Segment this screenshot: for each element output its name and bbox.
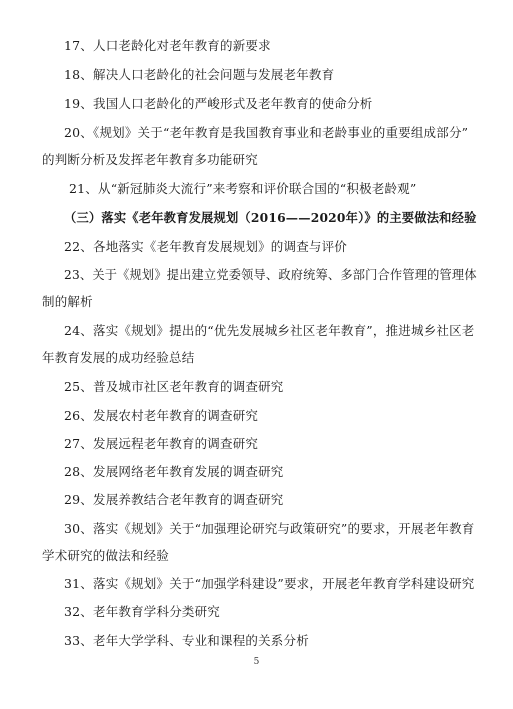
page-number: 5 (253, 657, 260, 667)
list-item-30-continued: 学术研究的做法和经验 (42, 548, 170, 563)
section-heading-three: （三）落实《老年教育发展规划（2016——2020年）》的主要做法和经验 (64, 210, 477, 225)
list-item-22: 22、各地落实《老年教育发展规划》的调查与评价 (64, 239, 348, 254)
list-item-18: 18、解决人口老龄化的社会问题与发展老年教育 (64, 67, 335, 82)
list-item-28: 28、发展网络老年教育发展的调查研究 (64, 464, 284, 479)
list-item-21: 21、从“新冠肺炎大流行”来考察和评价联合国的“积极老龄观” (69, 181, 417, 196)
list-item-24-continued: 年教育发展的成功经验总结 (42, 350, 195, 365)
list-item-20-continued: 的判断分析及发挥老年教育多功能研究 (42, 152, 258, 167)
list-item-32: 32、老年教育学科分类研究 (64, 604, 221, 619)
list-item-24: 24、落实《规划》提出的“优先发展城乡社区老年教育”，推进城乡社区老 (64, 323, 475, 338)
list-item-30: 30、落实《规划》关于“加强理论研究与政策研究”的要求，开展老年教育 (64, 521, 475, 536)
list-item-26: 26、发展农村老年教育的调查研究 (64, 408, 259, 423)
list-item-25: 25、普及城市社区老年教育的调查研究 (64, 379, 284, 394)
list-item-29: 29、发展养教结合老年教育的调查研究 (64, 492, 284, 507)
list-item-31: 31、落实《规划》关于“加强学科建设”要求，开展老年教育学科建设研究 (64, 576, 475, 591)
list-item-17: 17、人口老龄化对老年教育的新要求 (64, 38, 271, 53)
list-item-23-continued: 制的解析 (42, 294, 93, 309)
list-item-19: 19、我国人口老龄化的严峻形式及老年教育的使命分析 (64, 96, 373, 111)
list-item-20: 20、《规划》关于“老年教育是我国教育事业和老龄事业的重要组成部分” (64, 125, 469, 140)
list-item-27: 27、发展远程老年教育的调查研究 (64, 436, 259, 451)
list-item-33: 33、老年大学学科、专业和课程的关系分析 (64, 633, 309, 648)
list-item-23: 23、关于《规划》提出建立党委领导、政府统筹、多部门合作管理的管理体 (64, 267, 477, 282)
